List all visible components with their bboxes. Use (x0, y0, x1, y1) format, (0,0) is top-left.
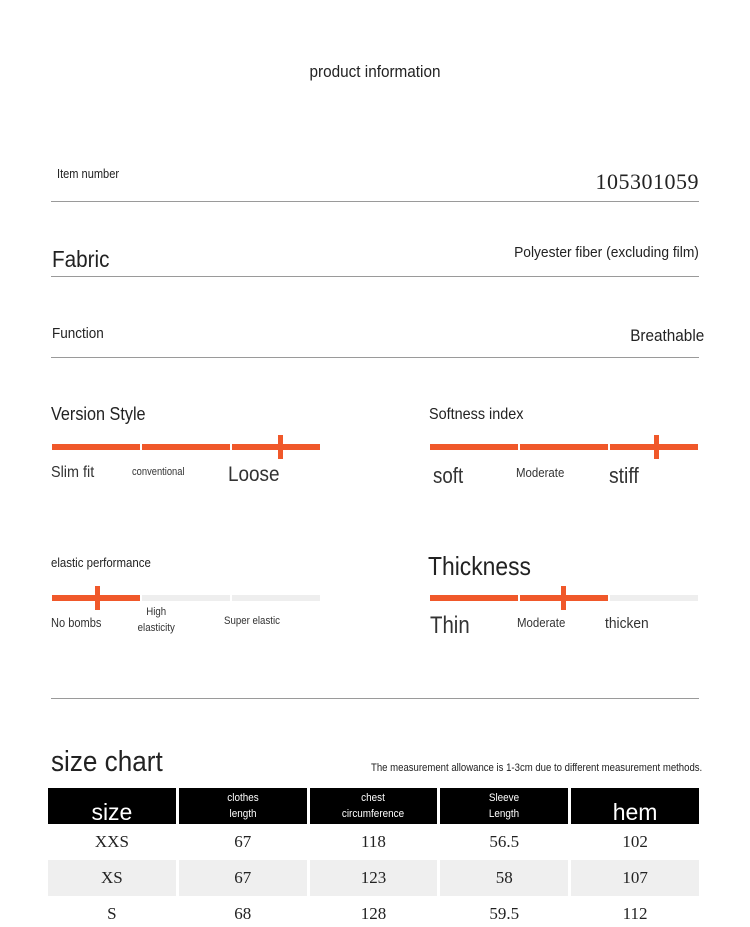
function-label: Function (52, 325, 104, 342)
table-cell: 102 (622, 832, 648, 851)
scale-label: Super elastic (224, 615, 280, 627)
scale-label: Thin (430, 612, 470, 639)
table-cell: 107 (571, 860, 699, 896)
version-style-scale (52, 444, 320, 450)
divider (51, 201, 699, 202)
table-cell: 56.5 (489, 832, 520, 851)
scale-segment (232, 444, 320, 450)
table-cell: 128 (360, 904, 387, 923)
scale-marker (278, 435, 283, 459)
scale-label: stiff (609, 463, 639, 488)
scale-segment (142, 595, 230, 601)
table-cell: XS (48, 860, 176, 896)
table-cell: 67 (179, 860, 307, 896)
scale-label: Moderate (516, 465, 565, 480)
elastic-performance-scale (52, 595, 320, 601)
softness-index-title: Softness index (429, 406, 524, 423)
scale-segment (430, 595, 518, 601)
table-cell: 123 (310, 860, 438, 896)
header-label: Sleeve Length (489, 792, 520, 820)
scale-label: Moderate (517, 615, 566, 630)
scale-label: thicken (605, 615, 649, 632)
scale-label: No bombs (51, 615, 102, 630)
table-row (48, 824, 699, 860)
function-value: Breathable (629, 326, 704, 345)
header-label: clothes length (226, 792, 259, 820)
scale-marker (654, 435, 659, 459)
scale-label: conventional (132, 466, 185, 478)
version-style-title: Version Style (51, 404, 146, 424)
header-size: size (48, 788, 176, 824)
header-clothes-length (179, 788, 307, 824)
scale-segment (520, 444, 608, 450)
table-cell: 67 (234, 832, 252, 851)
table-cell: 68 (234, 904, 252, 923)
thickness-title: Thickness (428, 551, 532, 581)
table-cell: 118 (361, 832, 386, 851)
fabric-label: Fabric (52, 246, 110, 272)
scale-marker (561, 586, 566, 610)
page-title: product information (309, 62, 441, 81)
table-row (48, 896, 699, 927)
table-header-row (48, 788, 699, 824)
item-number-value: 105301059 (595, 169, 699, 194)
scale-label: Slim fit (51, 464, 95, 481)
divider (51, 698, 699, 699)
header-sleeve-length (440, 788, 568, 824)
scale-label: Loose (228, 463, 280, 486)
thickness-scale (430, 595, 698, 601)
header-label: chest circumference (342, 792, 405, 820)
scale-segment (430, 444, 518, 450)
table-cell: XXS (94, 832, 129, 851)
size-chart-title: size chart (51, 746, 163, 778)
scale-segment (232, 595, 320, 601)
table-cell: 59.5 (489, 904, 520, 923)
size-chart-table (45, 788, 702, 927)
item-number-label: Item number (57, 166, 120, 181)
scale-label: soft (433, 463, 464, 488)
header-hem: hem (571, 788, 699, 824)
table-cell: 58 (440, 860, 568, 896)
scale-segment (610, 595, 698, 601)
scale-label: High elasticity (137, 606, 175, 634)
table-row (48, 860, 699, 896)
size-chart-note: The measurement allowance is 1-3cm due to different measurement methods. (371, 762, 703, 774)
scale-marker (95, 586, 100, 610)
divider (51, 357, 699, 358)
table-cell: S (107, 904, 117, 923)
scale-segment (52, 444, 140, 450)
scale-segment (142, 444, 230, 450)
header-chest-circumference (310, 788, 438, 824)
softness-index-scale (430, 444, 698, 450)
fabric-value: Polyester fiber (excluding film) (514, 244, 699, 261)
elastic-performance-title: elastic performance (51, 555, 151, 570)
divider (51, 276, 699, 277)
table-cell: 112 (622, 904, 648, 923)
